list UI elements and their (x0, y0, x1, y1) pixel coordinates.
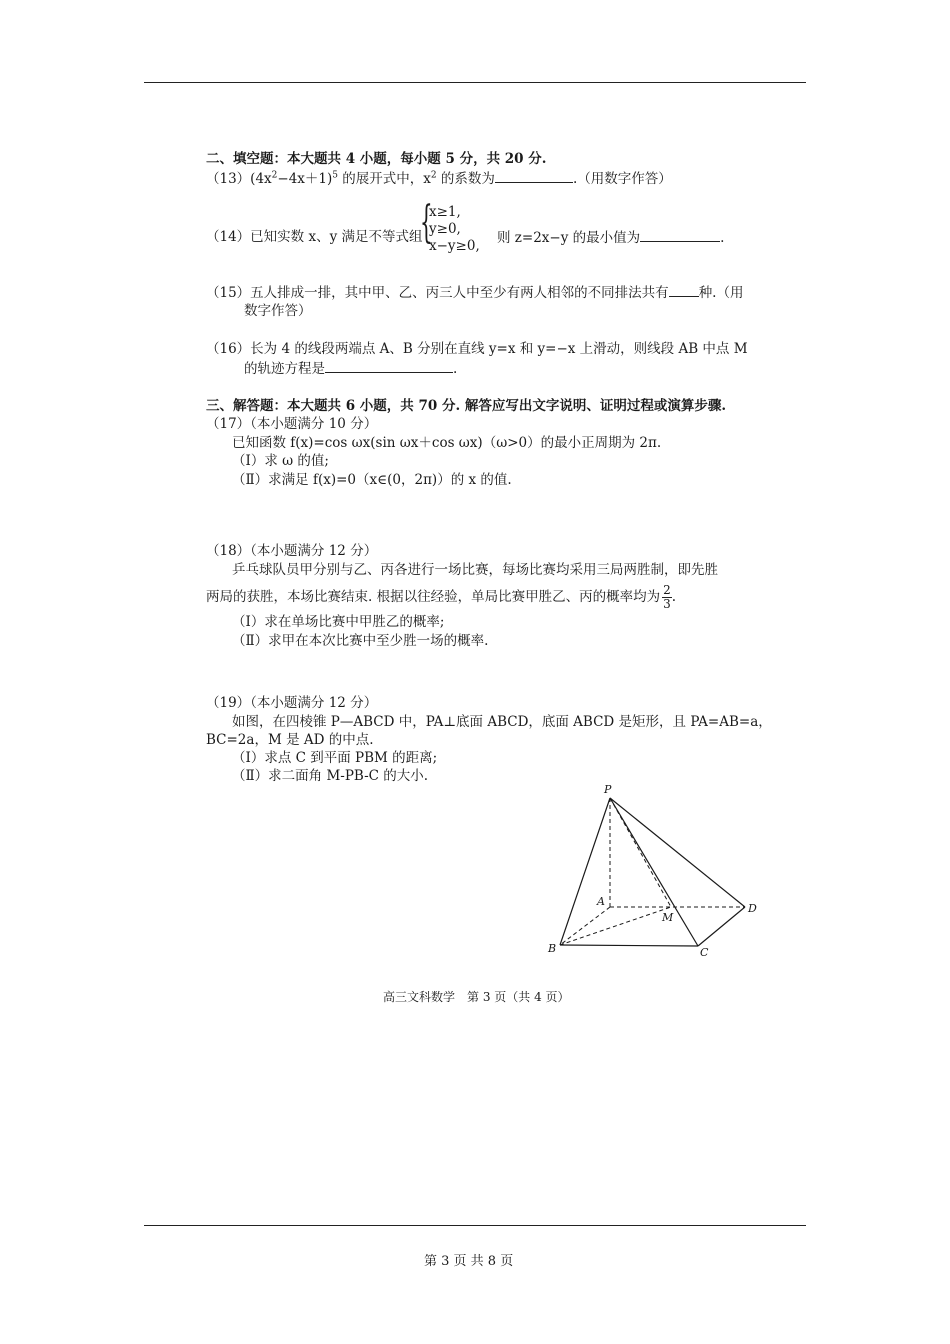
question-18-part2: （Ⅱ）求甲在本次比赛中至少胜一场的概率. (232, 633, 489, 649)
inner-page-footer: 高三文科数学 第 3 页（共 4 页） (383, 990, 570, 1004)
answer-blank (495, 169, 573, 183)
question-17-title: （17）（本小题满分 10 分） (206, 416, 378, 432)
answer-blank (325, 359, 453, 373)
question-14-objective: 则 z=2x−y 的最小值为 . (497, 230, 725, 246)
probability-fraction: $\frac{2}{3}$ (663, 583, 671, 611)
label-C: C (700, 946, 709, 959)
question-18-line1: 乒乓球队员甲分别与乙、丙各进行一场比赛，每场比赛均采用三局两胜制，即先胜 (232, 562, 718, 578)
question-19-part1: （Ⅰ）求点 C 到平面 PBM 的距离; (232, 750, 438, 766)
question-18-title: （18）（本小题满分 12 分） (206, 543, 378, 559)
question-16-line2: 的轨迹方程是 . (244, 361, 458, 377)
bottom-rule (144, 1225, 806, 1226)
inequality-system: x≥1, y≥0, x−y≥0, (429, 204, 480, 254)
answer-blank (640, 228, 720, 242)
label-M: M (662, 911, 674, 924)
label-P: P (604, 783, 612, 796)
question-14: （14）已知实数 x、y 满足不等式组 (206, 229, 423, 245)
question-17-part1: （Ⅰ）求 ω 的值; (232, 453, 329, 469)
edge-PD (610, 798, 745, 907)
edge-BC (560, 945, 698, 946)
question-19-line2: BC=2a，M 是 AD 的中点. (206, 732, 374, 748)
edge-PB (560, 798, 610, 945)
segment-BM (560, 907, 671, 945)
page-footer: 第 3 页 共 8 页 (424, 1254, 514, 1269)
question-16-line1: （16）长为 4 的线段两端点 A、B 分别在直线 y=x 和 y=−x 上滑动，则线段 AB 中点 M (206, 341, 748, 357)
system-brace: { (420, 197, 433, 248)
question-17-body: 已知函数 f(x)=cos ωx(sin ωx＋cos ωx)（ω>0）的最小正周期为 2π. (232, 435, 662, 451)
edge-AB (560, 907, 610, 945)
label-A: A (597, 895, 605, 908)
question-17-part2: （Ⅱ）求满足 f(x)=0（x∈(0，2π)）的 x 的值. (232, 472, 512, 488)
question-15-line1: （15）五人排成一排，其中甲、乙、丙三人中至少有两人相邻的不同排法共有 种.（用 (206, 285, 744, 301)
section3-heading: 三、解答题：本大题共 6 小题，共 70 分. 解答应写出文字说明、证明过程或演算步骤. (206, 398, 727, 414)
question-18-line2: 两局的获胜，本场比赛结束. 根据以往经验，单局比赛甲胜乙、丙的概率均为 $\frac{2}{3}$ . (206, 583, 677, 611)
pyramid-figure (540, 780, 770, 960)
question-18-part1: （Ⅰ）求在单场比赛中甲胜乙的概率; (232, 614, 445, 630)
answer-blank (669, 283, 699, 297)
label-B: B (548, 942, 557, 955)
question-13: $(13)(4x^2-4x+1)^5$ 的展开式中，$x^2$ 的系数为 .（用数字作答） (206, 170, 672, 187)
question-19-part2: （Ⅱ）求二面角 M-PB-C 的大小. (232, 768, 429, 784)
section2-heading: 二、填空题：本大题共 4 小题，每小题 5 分，共 20 分. (206, 151, 547, 167)
question-15-line2: 数字作答） (244, 303, 312, 319)
question-19-title: （19）（本小题满分 12 分） (206, 695, 378, 711)
top-rule (144, 82, 806, 83)
label-D: D (748, 902, 757, 915)
edge-CD (698, 907, 745, 946)
question-19-line1: 如图，在四棱锥 P—ABCD 中，PA⊥底面 ABCD，底面 ABCD 是矩形，且 PA=AB=a， (232, 714, 772, 730)
